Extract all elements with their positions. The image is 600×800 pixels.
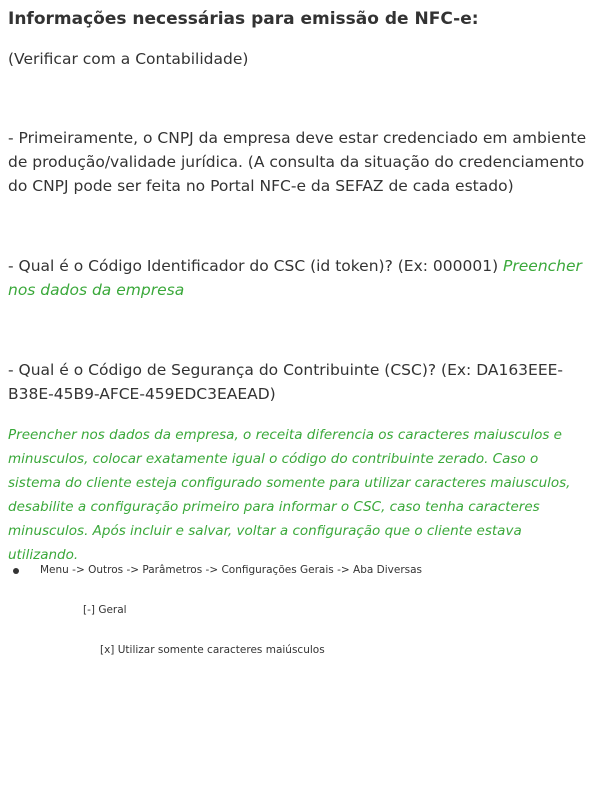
csc-id-highlight: Preencher nos dados da empresa (8, 257, 582, 299)
paragraph-csc: - Qual é o Código de Segurança do Contribuinte (CSC)? (Ex: DA163EEE-B38E-45B9-AFCE-459EDC3EAEAD) (8, 361, 564, 403)
csc-note: Preencher nos dados da empresa, o receita diferencia os caracteres maiusculos e minusculos, colocar exatamente igual o código do contribuinte zerado. Caso o sistema do cliente esteja configurado somente para utilizar caracteres maiusculos, desabilite a configuração primeiro para informar o CSC, caso tenha caracteres minusculos. Após incluir e salvar, voltar a configuração que o cliente estava utilizando. (8, 427, 571, 563)
subtitle: (Verificar com a Contabilidade) (8, 50, 249, 68)
csc-id-question: - Qual é o Código Identificador do CSC (id token)? (Ex: 000001) (8, 257, 504, 275)
group-label: [-] Geral (83, 604, 127, 616)
page-title: Informações necessárias para emissão de NFC-e: (8, 9, 479, 29)
bullet-icon (13, 568, 19, 574)
paragraph-csc-id (8, 254, 592, 302)
menu-path: Menu -> Outros -> Parâmetros -> Configurações Gerais -> Aba Diversas (40, 564, 423, 576)
option-uppercase-only: [x] Utilizar somente caracteres maiúsculos (100, 644, 325, 656)
paragraph-credenciamento: - Primeiramente, o CNPJ da empresa deve estar credenciado em ambiente de produção/validade jurídica. (A consulta da situação do credenciamento do CNPJ pode ser feita no Portal NFC-e da SEFAZ de cada estado) (8, 129, 587, 195)
